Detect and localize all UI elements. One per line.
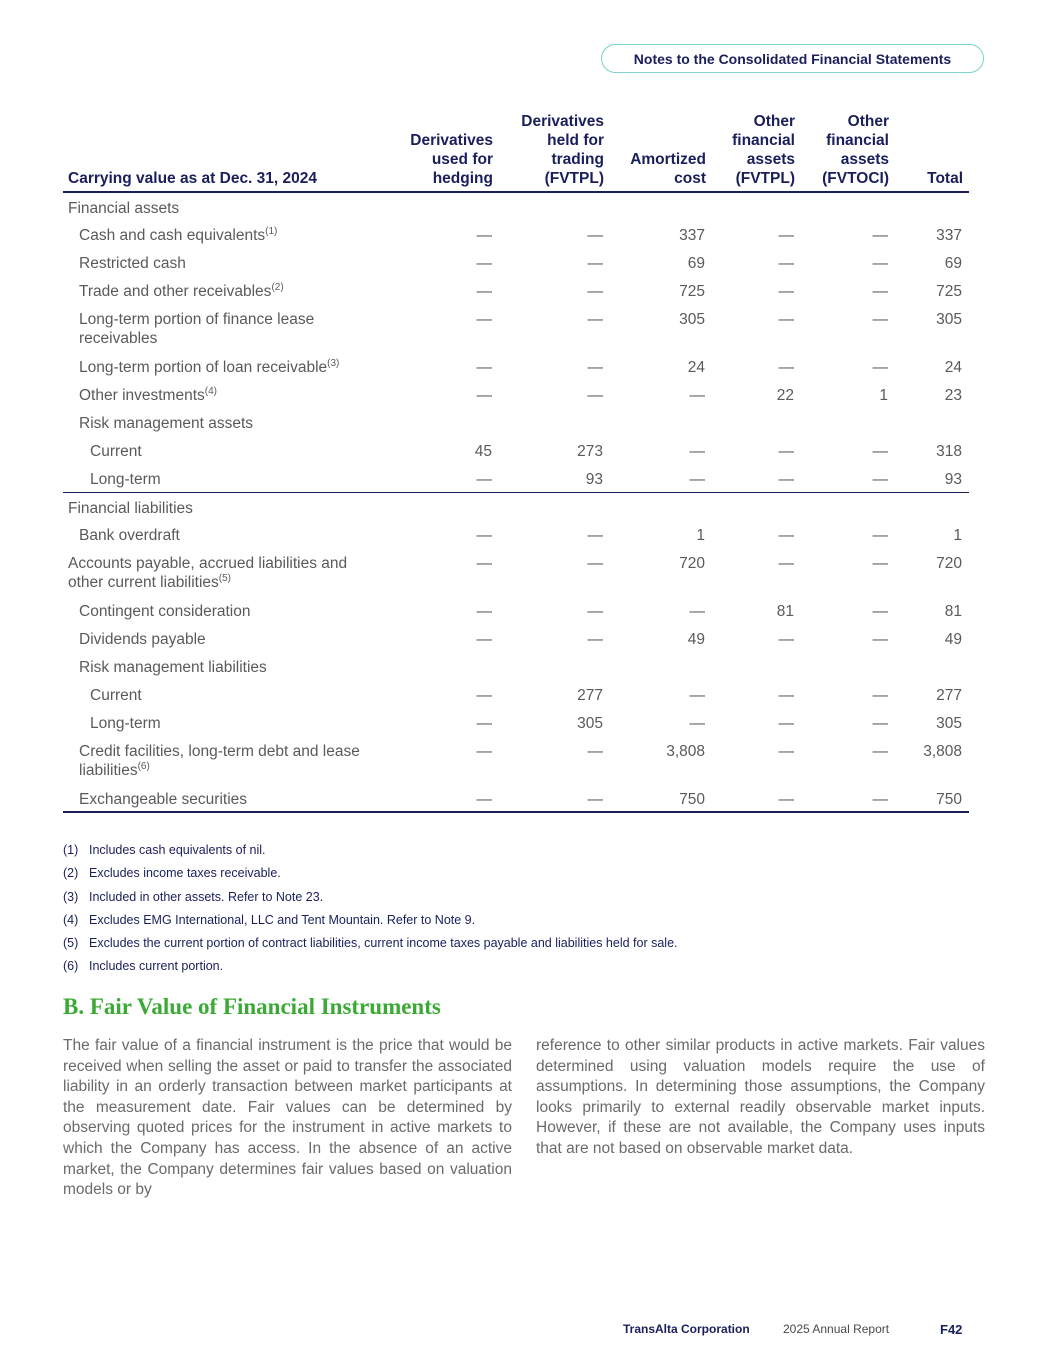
footnote-number: (1) <box>63 843 79 857</box>
table-cell: — <box>689 387 705 404</box>
row-label: Current <box>90 443 142 460</box>
table-cell: — <box>712 784 801 812</box>
table-cell: 750 <box>610 784 712 812</box>
table-row <box>63 548 969 596</box>
footer-company: TransAlta Corporation <box>623 1322 750 1336</box>
table-cell: — <box>379 784 499 812</box>
table-row <box>63 708 969 736</box>
table-cell: 1 <box>953 527 962 544</box>
table-row <box>63 408 969 436</box>
table-cell: — <box>872 527 888 544</box>
table-cell: — <box>872 283 888 300</box>
section-header-pill: Notes to the Consolidated Financial Statements <box>601 44 984 73</box>
table-cell: — <box>476 359 492 376</box>
table-cell: — <box>801 464 895 492</box>
column-header: Total <box>895 112 969 192</box>
table-row <box>63 464 969 492</box>
row-label: Bank overdraft <box>79 527 180 544</box>
carrying-value-table <box>63 112 969 813</box>
footnote-text: Excludes EMG International, LLC and Tent Mountain. Refer to Note 9. <box>89 912 476 927</box>
table-cell: — <box>499 784 610 812</box>
row-label: Current <box>90 687 142 704</box>
footnote-number: (5) <box>63 936 79 951</box>
table-cell: — <box>872 311 888 328</box>
table-cell <box>379 192 499 220</box>
table-cell: 277 <box>936 687 962 704</box>
table-cell: — <box>801 784 895 812</box>
table-cell: — <box>778 631 794 648</box>
table-cell: 69 <box>687 255 705 272</box>
table-cell: 69 <box>944 255 962 272</box>
table-row <box>63 220 969 248</box>
table-cell: 750 <box>895 784 969 812</box>
table-cell: 273 <box>577 443 603 460</box>
section-title: B. Fair Value of Financial Instruments <box>63 994 441 1019</box>
table-cell: — <box>778 555 794 572</box>
table-cell <box>712 652 801 680</box>
table-row <box>63 736 969 784</box>
page-footer <box>0 1322 1048 1340</box>
table-cell: — <box>476 283 492 300</box>
footnote <box>63 913 983 936</box>
table-cell <box>712 192 801 220</box>
table-row <box>63 652 969 680</box>
table-cell: — <box>872 743 888 760</box>
table-cell: — <box>689 687 705 704</box>
row-label: Credit facilities, long-term debt and lease liabilities$^{(6)}$ <box>79 743 360 779</box>
row-label: Other investments$^{(4)}$ <box>79 386 218 404</box>
table-cell <box>610 492 712 520</box>
table-cell: 1 <box>879 387 888 404</box>
table-cell: — <box>778 743 794 760</box>
table-row <box>63 436 969 464</box>
table-cell <box>801 652 895 680</box>
table-cell: 305 <box>936 311 962 328</box>
table-cell: — <box>872 603 888 620</box>
table-cell: — <box>587 255 603 272</box>
table-cell: — <box>778 283 794 300</box>
table-cell <box>610 408 712 436</box>
table-cell: 318 <box>936 443 962 460</box>
table-cell: — <box>587 283 603 300</box>
table-cell: 720 <box>679 555 705 572</box>
footer-report-title: 2025 Annual Report <box>783 1322 890 1336</box>
row-label: Contingent consideration <box>79 603 251 620</box>
footnotes <box>63 843 983 983</box>
table-cell <box>712 408 801 436</box>
table-cell: 24 <box>687 359 705 376</box>
table-cell: — <box>587 227 603 244</box>
table-cell <box>499 492 610 520</box>
table-cell: — <box>476 311 492 328</box>
table-cell: — <box>778 359 794 376</box>
table-cell: — <box>872 255 888 272</box>
table-cell: 725 <box>679 283 705 300</box>
table-cell <box>610 192 712 220</box>
footnote-text: Included in other assets. Refer to Note 23. <box>89 889 324 904</box>
table-cell: — <box>476 743 492 760</box>
table-cell <box>895 192 969 220</box>
table-row <box>63 596 969 624</box>
table-cell: — <box>379 464 499 492</box>
footnote <box>63 866 983 889</box>
table-cell: — <box>778 687 794 704</box>
column-header: Carrying value as at Dec. 31, 2024 <box>63 112 379 192</box>
row-label: Financial assets <box>68 200 180 217</box>
row-label: Risk management liabilities <box>79 659 267 676</box>
table-cell <box>379 652 499 680</box>
table-cell <box>379 492 499 520</box>
table-cell: — <box>872 227 888 244</box>
table-row <box>63 624 969 652</box>
table-cell: — <box>587 527 603 544</box>
table-cell: — <box>778 227 794 244</box>
body-text-right-column: reference to other similar products in active markets. Fair values determined using valuation models require the use of assumptions. In determining those assumptions, the Company looks primarily to external readily observable market inputs. However, if these are not available, the Company uses inputs that are not based on observable market data. <box>536 1037 985 1157</box>
footnote-text: Includes cash equivalents of nil. <box>89 843 266 857</box>
table-cell: 49 <box>944 631 962 648</box>
table-cell: 305 <box>679 311 705 328</box>
table-cell: — <box>587 631 603 648</box>
footnote-text: Includes current portion. <box>89 959 224 974</box>
table-cell: 3,808 <box>666 743 705 760</box>
table-cell <box>895 492 969 520</box>
row-label: Long-term <box>90 715 161 732</box>
table-cell: — <box>778 311 794 328</box>
row-label: Accounts payable, accrued liabilities and other current liabilities$^{(5)}$ <box>68 555 348 591</box>
table-cell: — <box>587 359 603 376</box>
row-label: Risk management assets <box>79 415 254 432</box>
footnote-number: (4) <box>63 912 79 927</box>
table-cell: 3,808 <box>923 743 962 760</box>
table-cell: 277 <box>577 687 603 704</box>
footnote-text: Excludes income taxes receivable. <box>89 866 281 881</box>
table-cell: — <box>476 527 492 544</box>
column-header: Derivatives used for hedging <box>379 112 499 192</box>
table-cell <box>379 408 499 436</box>
footnote-number: (3) <box>63 889 79 904</box>
table-cell <box>801 408 895 436</box>
table-cell <box>801 192 895 220</box>
body-text-left-column: The fair value of a financial instrument is the price that would be received when selling the asset or paid to transfer the associated liability in an orderly transaction between market participants at the measurement date. Fair values can be determined by observing quoted prices for the instrument in active markets to which the Company has access. In the absence of an active market, the Company determines fair values based on valuation models or by <box>63 1037 512 1199</box>
table-cell: — <box>778 443 794 460</box>
table-cell: 93 <box>499 464 610 492</box>
footnote-number: (2) <box>63 866 79 881</box>
table-cell: 337 <box>679 227 705 244</box>
table-cell: — <box>778 255 794 272</box>
table-row <box>63 276 969 304</box>
column-header: Other financial assets (FVTOCI) <box>801 112 895 192</box>
table-cell: — <box>872 555 888 572</box>
column-header: Other financial assets (FVTPL) <box>712 112 801 192</box>
table-cell: — <box>476 631 492 648</box>
table-cell: — <box>476 555 492 572</box>
table-cell: — <box>778 715 794 732</box>
row-label: Long-term portion of finance lease receivables <box>79 311 315 347</box>
table-cell: 24 <box>944 359 962 376</box>
table-cell: — <box>476 603 492 620</box>
table-cell: 45 <box>474 443 492 460</box>
table-row <box>63 248 969 276</box>
table-cell: — <box>872 359 888 376</box>
table-cell: — <box>872 687 888 704</box>
page-number: F42 <box>940 1322 963 1337</box>
table-row <box>63 784 969 812</box>
table-cell: 81 <box>944 603 962 620</box>
table-cell: — <box>476 255 492 272</box>
table-cell: — <box>689 443 705 460</box>
footnote <box>63 959 983 982</box>
column-header: Derivatives held for trading (FVTPL) <box>499 112 610 192</box>
row-label: Trade and other receivables$^{(2)}$ <box>79 282 284 300</box>
table-cell: — <box>476 227 492 244</box>
table-cell <box>895 652 969 680</box>
footnote-number: (6) <box>63 959 79 974</box>
table-cell <box>499 192 610 220</box>
row-label: Long-term <box>63 464 379 492</box>
table-cell: — <box>778 527 794 544</box>
table-cell <box>712 492 801 520</box>
table-cell: 22 <box>776 387 794 404</box>
table-cell: — <box>689 603 705 620</box>
table-cell: — <box>587 603 603 620</box>
table-cell <box>610 652 712 680</box>
table-cell: — <box>872 631 888 648</box>
row-label: Dividends payable <box>79 631 206 648</box>
table-cell: 305 <box>577 715 603 732</box>
table-cell: — <box>872 443 888 460</box>
table-header-row <box>63 112 969 192</box>
table-cell: 305 <box>936 715 962 732</box>
row-label: Financial liabilities <box>68 499 193 517</box>
table-cell: 1 <box>696 527 705 544</box>
table-cell: — <box>587 743 603 760</box>
table-cell: 337 <box>936 227 962 244</box>
table-cell <box>499 652 610 680</box>
footnote <box>63 936 983 959</box>
table-cell: — <box>712 464 801 492</box>
table-cell: — <box>610 464 712 492</box>
table-cell: 81 <box>776 603 794 620</box>
row-label: Cash and cash equivalents$^{(1)}$ <box>79 226 278 244</box>
footnote <box>63 890 983 913</box>
table-cell <box>499 408 610 436</box>
row-label: Long-term portion of loan receivable$^{(3)}$ <box>79 358 340 376</box>
table-row <box>63 492 969 520</box>
table-cell <box>895 408 969 436</box>
row-label: Restricted cash <box>79 255 186 272</box>
table-cell: — <box>587 311 603 328</box>
table-cell <box>801 492 895 520</box>
table-row <box>63 380 969 408</box>
table-cell: 23 <box>944 387 962 404</box>
row-label: Exchangeable securities <box>63 784 379 812</box>
table-cell: 725 <box>936 283 962 300</box>
table-cell: 720 <box>936 555 962 572</box>
table-cell: — <box>872 715 888 732</box>
table-cell: — <box>476 387 492 404</box>
table-cell: 93 <box>895 464 969 492</box>
table-row <box>63 680 969 708</box>
table-cell: — <box>476 687 492 704</box>
footnote-text: Excludes the current portion of contract liabilities, current income taxes payable and liabilities held for sale. <box>89 936 678 951</box>
table-row <box>63 192 969 220</box>
table-cell: — <box>476 715 492 732</box>
table-cell: — <box>587 555 603 572</box>
table-row <box>63 520 969 548</box>
table-cell: 49 <box>687 631 705 648</box>
table-row <box>63 352 969 380</box>
table-row <box>63 304 969 352</box>
table-cell: — <box>587 387 603 404</box>
column-header: Amortized cost <box>610 112 712 192</box>
footnote <box>63 843 983 866</box>
table-cell: — <box>689 715 705 732</box>
